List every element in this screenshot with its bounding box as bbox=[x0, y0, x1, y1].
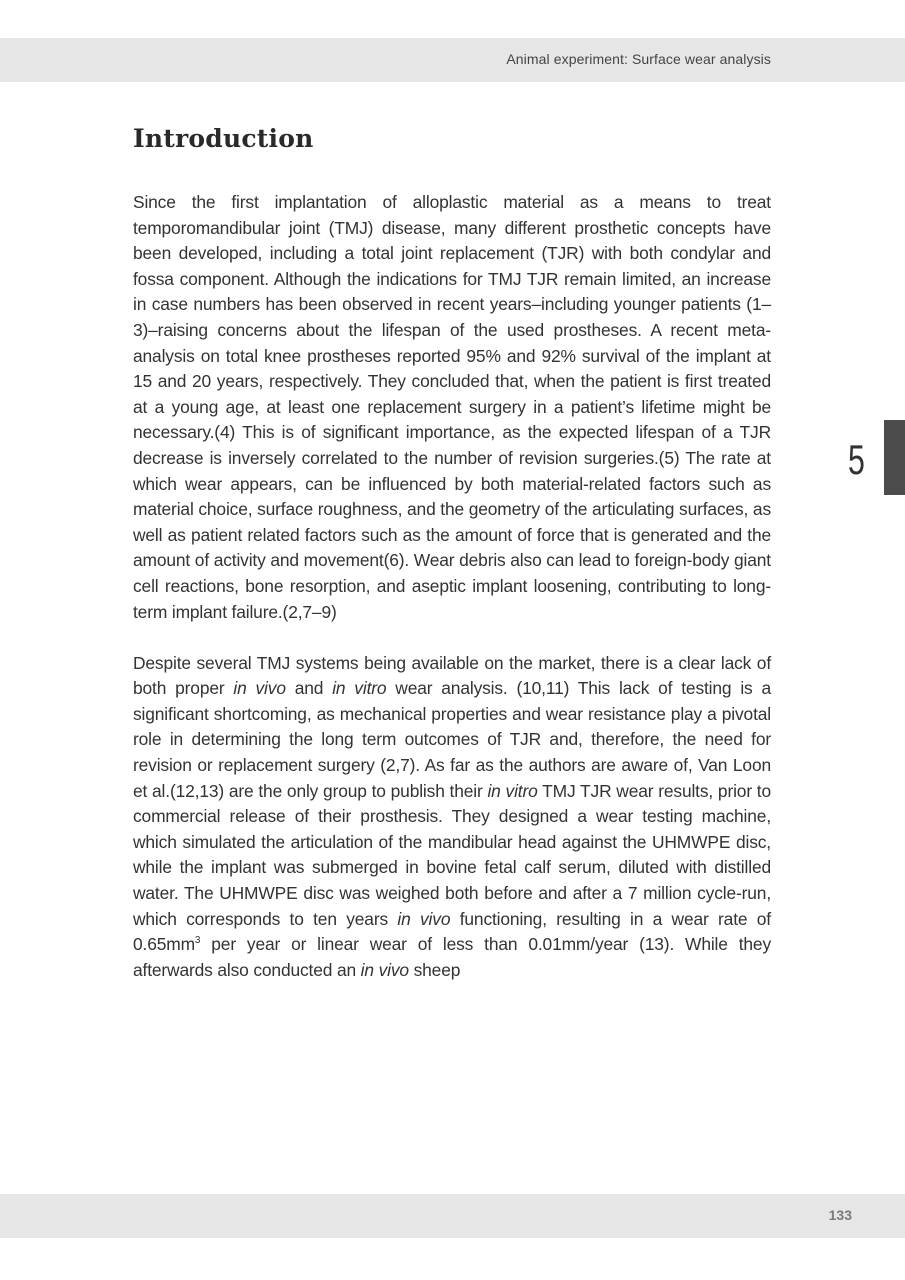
text-run: and bbox=[285, 678, 333, 699]
text-run: sheep bbox=[408, 959, 461, 980]
header-band bbox=[0, 38, 905, 82]
text-run: TMJ TJR wear results, prior to commercial release of their prosthesis. They designed a wear testing machine, which simulated the articulation of the mandibular head against the UHMWPE disc, while the implant was submerged in bovine fetal calf serum, diluted with distilled water. The UHMWPE disc was weighed both before and after a 7 million cycle-run, which corresponds to ten years bbox=[133, 780, 772, 929]
chapter-thumb-tab bbox=[884, 420, 905, 495]
text-run: wear analysis. (10,11) This lack of testing is a significant shortcoming, as mechanical properties and wear resistance play a pivotal role in determining the long term outcomes of TJR and, therefore, the need for revision or replacement surgery (2,7). As far as the authors are aware of, Van Loon et al.(12,13) are the only group to publish their bbox=[133, 678, 771, 801]
chapter-number: 5 bbox=[848, 436, 865, 483]
body-text bbox=[133, 190, 771, 983]
superscript-text: 3 bbox=[194, 935, 201, 947]
text-run: Despite several TMJ systems being available on the market, there is a clear lack of both proper bbox=[133, 652, 771, 699]
footer-band bbox=[0, 1194, 905, 1238]
italic-text: in vitro bbox=[332, 678, 387, 699]
italic-text: in vivo bbox=[397, 908, 451, 929]
italic-text: in vitro bbox=[487, 780, 538, 801]
section-heading: Introduction bbox=[133, 124, 314, 153]
running-head: Animal experiment: Surface wear analysis bbox=[506, 51, 771, 67]
italic-text: in vivo bbox=[360, 959, 409, 980]
italic-text: in vivo bbox=[233, 678, 286, 699]
text-run: functioning, resulting in a wear rate of 0.65mm bbox=[133, 908, 771, 955]
paragraph bbox=[133, 190, 771, 625]
paragraph bbox=[133, 651, 771, 984]
text-run: Since the first implantation of alloplastic material as a means to treat temporomandibular joint (TMJ) disease, many different prosthetic concepts have been developed, including a total joint replacement (TJR) with both condylar and fossa component. Although the indications for TMJ TJR remain limited, an increase in case numbers has been observed in recent years–including younger patients (1–3)–raising concerns about the lifespan of the used prostheses. A recent meta-analysis on total knee prostheses reported 95% and 92% survival of the implant at 15 and 20 years, respectively. They concluded that, when the patient is first treated at a young age, at least one replacement surgery in a patient’s lifetime might be necessary.(4) This is of significant importance, as the expected lifespan of a TJR decrease is inversely correlated to the number of revision surgeries.(5) The rate at which wear appears, can be influenced by both material-related factors such as material choice, surface roughness, and the geometry of the articulating surfaces, as well as patient related factors such as the amount of force that is generated and the amount of activity and movement(6). Wear debris also can lead to foreign-body giant cell reactions, bone resorption, and aseptic implant loosening, contributing to long-term implant failure.(2,7–9) bbox=[133, 192, 771, 622]
text-run: per year or linear wear of less than 0.01mm/year (13). While they afterwards also conducted an bbox=[133, 934, 771, 980]
page-number: 133 bbox=[828, 1207, 852, 1223]
